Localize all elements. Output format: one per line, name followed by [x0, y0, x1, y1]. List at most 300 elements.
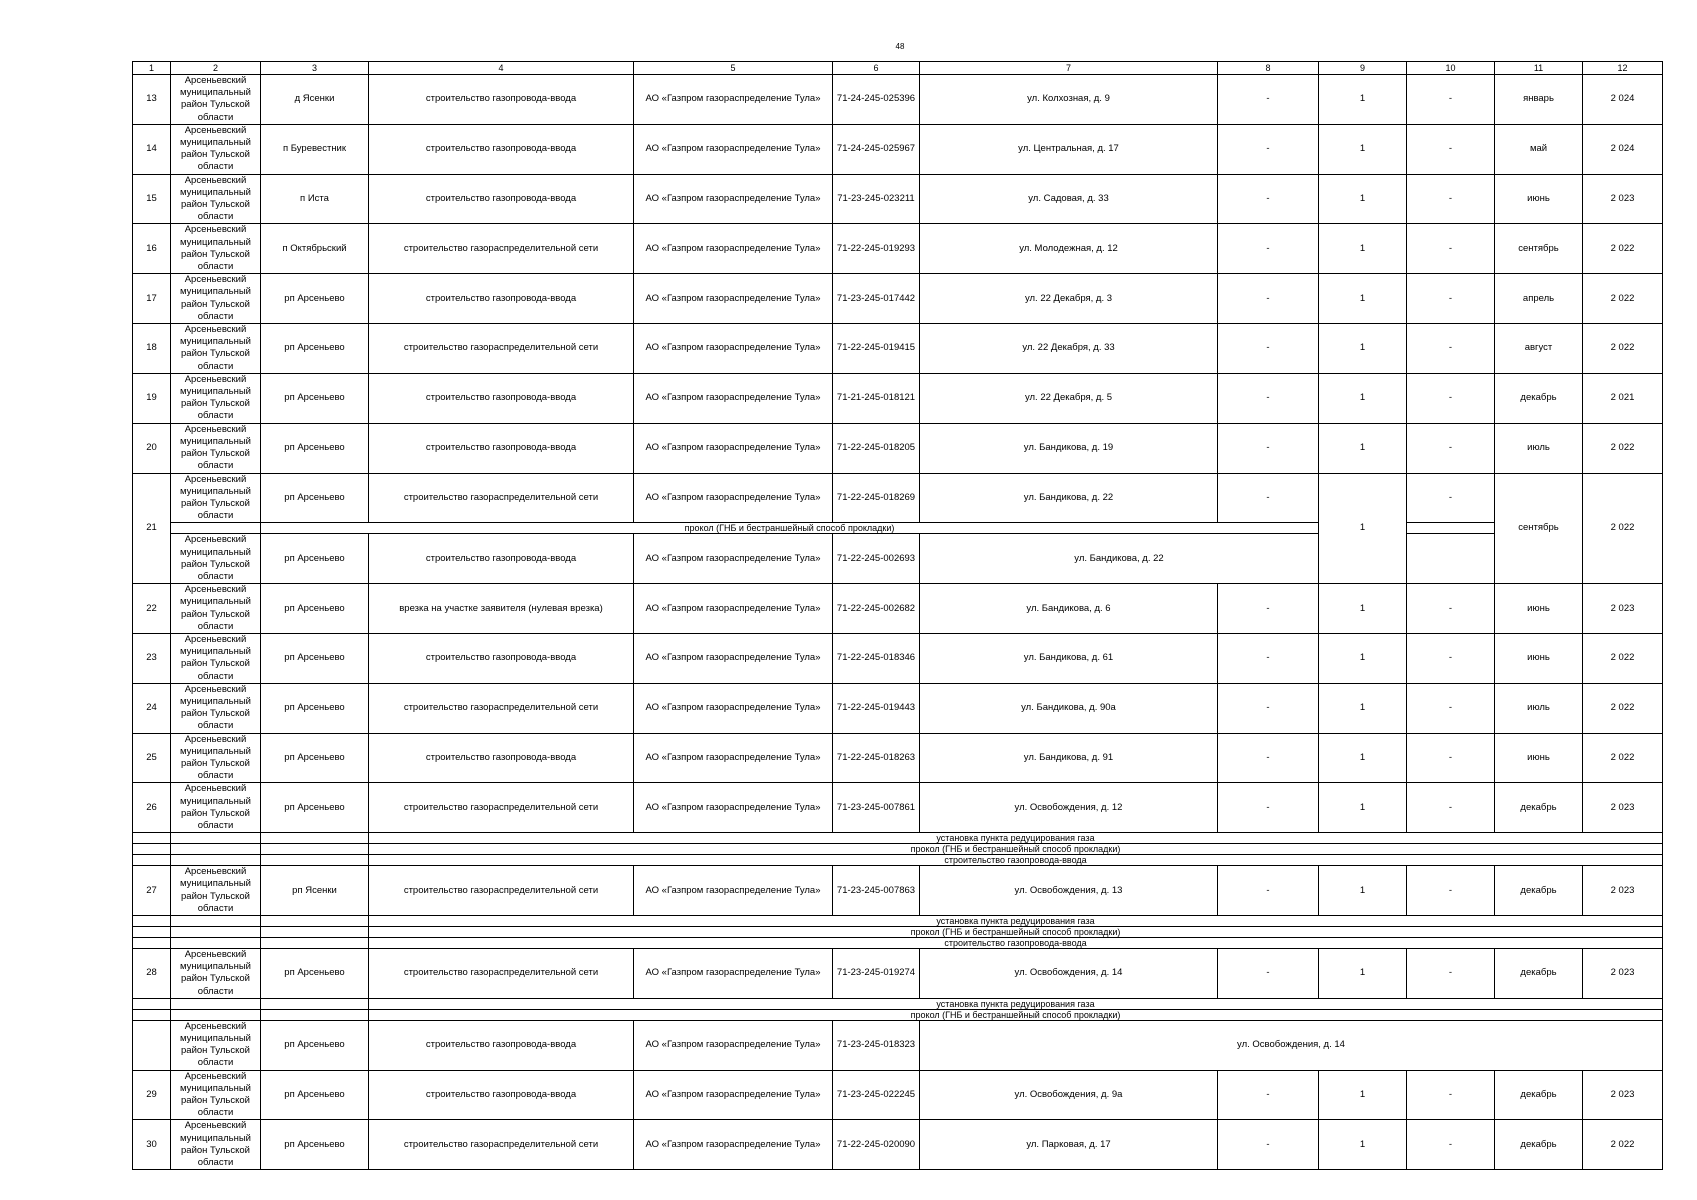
locality-cell: рп Арсеньево — [261, 1020, 369, 1070]
col9-cell: 1 — [1319, 584, 1407, 634]
col9-cell: 1 — [1319, 783, 1407, 833]
locality-cell: рп Арсеньево — [261, 324, 369, 374]
table-row — [133, 174, 1663, 224]
empty-cell — [133, 833, 171, 844]
application-code-cell: 71-23-245-018323 — [833, 1020, 920, 1070]
year-cell: 2 022 — [1583, 473, 1663, 584]
empty-cell — [171, 833, 261, 844]
locality-cell: рп Арсеньево — [261, 274, 369, 324]
year-cell: 2 022 — [1583, 274, 1663, 324]
month-cell: июль — [1495, 423, 1583, 473]
row-number-cell: 28 — [133, 949, 171, 999]
address-cell: ул. Бандикова, д. 22 — [920, 534, 1319, 584]
work-type-cell: строительство газораспределительной сети — [369, 683, 634, 733]
district-cell: Арсеньевский муниципальный район Тульской области — [171, 733, 261, 783]
table-row — [133, 1070, 1663, 1120]
year-cell: 2 023 — [1583, 866, 1663, 916]
address-cell: ул. Бандикова, д. 91 — [920, 733, 1218, 783]
sub-work-note: установка пункта редуцирования газа — [369, 916, 1663, 927]
col10-cell: - — [1407, 866, 1495, 916]
work-type-cell: строительство газопровода-ввода — [369, 75, 634, 125]
month-cell: декабрь — [1495, 866, 1583, 916]
row-number-cell: 22 — [133, 584, 171, 634]
address-cell: ул. Колхозная, д. 9 — [920, 75, 1218, 125]
district-cell: Арсеньевский муниципальный район Тульской области — [171, 174, 261, 224]
empty-cell — [171, 1009, 261, 1020]
month-cell: июнь — [1495, 174, 1583, 224]
col10-cell: - — [1407, 783, 1495, 833]
district-cell: Арсеньевский муниципальный район Тульской области — [171, 224, 261, 274]
col9-cell: 1 — [1319, 75, 1407, 125]
row-number-cell: 19 — [133, 373, 171, 423]
table-row — [133, 423, 1663, 473]
sub-work-row — [133, 844, 1663, 855]
empty-cell — [133, 998, 171, 1009]
col10-cell: - — [1407, 224, 1495, 274]
col9-cell: 1 — [1319, 1070, 1407, 1120]
locality-cell: рп Ясенки — [261, 866, 369, 916]
locality-cell: рп Арсеньево — [261, 423, 369, 473]
operator-cell: АО «Газпром газораспределение Тула» — [634, 733, 833, 783]
col10-cell: - — [1407, 373, 1495, 423]
col8-cell: - — [1218, 274, 1319, 324]
col9-cell: 1 — [1319, 224, 1407, 274]
col8-cell: - — [1218, 866, 1319, 916]
empty-cell — [133, 938, 171, 949]
operator-cell: АО «Газпром газораспределение Тула» — [634, 584, 833, 634]
col9-cell: 1 — [1319, 733, 1407, 783]
col8-cell: - — [1218, 324, 1319, 374]
application-code-cell: 71-23-245-007861 — [833, 783, 920, 833]
year-cell: 2 023 — [1583, 1070, 1663, 1120]
work-type-cell: строительство газораспределительной сети — [369, 224, 634, 274]
table-row — [133, 274, 1663, 324]
table-row — [133, 373, 1663, 423]
work-type-cell: строительство газораспределительной сети — [369, 783, 634, 833]
address-cell: ул. Освобождения, д. 9а — [920, 1070, 1218, 1120]
address-cell: ул. 22 Декабря, д. 33 — [920, 324, 1218, 374]
table-row — [133, 733, 1663, 783]
table-row — [133, 783, 1663, 833]
address-cell: ул. Освобождения, д. 13 — [920, 866, 1218, 916]
col8-cell: - — [1218, 174, 1319, 224]
address-cell: ул. Садовая, д. 33 — [920, 174, 1218, 224]
col8-cell: - — [1218, 124, 1319, 174]
row-number-cell: 18 — [133, 324, 171, 374]
empty-cell — [133, 927, 171, 938]
col8-cell: - — [1218, 683, 1319, 733]
operator-cell: АО «Газпром газораспределение Тула» — [634, 423, 833, 473]
district-cell: Арсеньевский муниципальный район Тульской области — [171, 75, 261, 125]
sub-work-row — [133, 523, 1663, 534]
row-number-cell: 30 — [133, 1120, 171, 1170]
application-code-cell: 71-23-245-022245 — [833, 1070, 920, 1120]
year-cell: 2 023 — [1583, 783, 1663, 833]
address-cell: ул. Бандикова, д. 22 — [920, 473, 1218, 523]
address-cell: ул. Бандикова, д. 6 — [920, 584, 1218, 634]
year-cell: 2 024 — [1583, 124, 1663, 174]
operator-cell: АО «Газпром газораспределение Тула» — [634, 373, 833, 423]
work-type-cell: строительство газопровода-ввода — [369, 534, 634, 584]
district-cell: Арсеньевский муниципальный район Тульской области — [171, 274, 261, 324]
empty-cell — [133, 1009, 171, 1020]
col10-cell: - — [1407, 683, 1495, 733]
locality-cell: п Иста — [261, 174, 369, 224]
sub-work-note: установка пункта редуцирования газа — [369, 833, 1663, 844]
sub-work-row — [133, 833, 1663, 844]
col8-cell: - — [1218, 949, 1319, 999]
column-header: 11 — [1495, 62, 1583, 75]
table-row — [133, 1020, 1663, 1070]
empty-cell — [133, 844, 171, 855]
col9-cell: 1 — [1319, 324, 1407, 374]
empty-cell — [171, 916, 261, 927]
table-row — [133, 473, 1663, 523]
table-row — [133, 633, 1663, 683]
year-cell: 2 023 — [1583, 949, 1663, 999]
application-code-cell: 71-22-245-019293 — [833, 224, 920, 274]
empty-cell — [133, 1020, 171, 1070]
col8-cell: - — [1218, 373, 1319, 423]
address-cell: ул. 22 Декабря, д. 3 — [920, 274, 1218, 324]
row-number-cell: 23 — [133, 633, 171, 683]
work-type-cell: строительство газопровода-ввода — [369, 373, 634, 423]
col10-cell: - — [1407, 423, 1495, 473]
locality-cell: рп Арсеньево — [261, 683, 369, 733]
col8-cell: - — [1218, 633, 1319, 683]
sub-work-note: установка пункта редуцирования газа — [369, 998, 1663, 1009]
col10-cell: - — [1407, 1120, 1495, 1170]
sub-work-note: прокол (ГНБ и бестраншейный способ прокладки) — [369, 927, 1663, 938]
column-header: 1 — [133, 62, 171, 75]
address-cell: ул. Освобождения, д. 12 — [920, 783, 1218, 833]
empty-cell — [133, 916, 171, 927]
address-cell: ул. Освобождения, д. 14 — [920, 949, 1218, 999]
application-code-cell: 71-22-245-019415 — [833, 324, 920, 374]
application-code-cell: 71-23-245-007863 — [833, 866, 920, 916]
sub-work-note: строительство газопровода-ввода — [369, 855, 1663, 866]
row-number-cell: 16 — [133, 224, 171, 274]
month-cell: сентябрь — [1495, 473, 1583, 584]
empty-cell — [1407, 523, 1495, 534]
empty-cell — [171, 927, 261, 938]
year-cell: 2 024 — [1583, 75, 1663, 125]
col9-cell: 1 — [1319, 423, 1407, 473]
column-header: 5 — [634, 62, 833, 75]
col9-cell: 1 — [1319, 373, 1407, 423]
row-number-cell: 27 — [133, 866, 171, 916]
operator-cell: АО «Газпром газораспределение Тула» — [634, 1070, 833, 1120]
sub-work-row — [133, 998, 1663, 1009]
address-cell: ул. Бандикова, д. 90а — [920, 683, 1218, 733]
operator-cell: АО «Газпром газораспределение Тула» — [634, 1120, 833, 1170]
month-cell: декабрь — [1495, 1070, 1583, 1120]
work-type-cell: строительство газораспределительной сети — [369, 866, 634, 916]
operator-cell: АО «Газпром газораспределение Тула» — [634, 75, 833, 125]
locality-cell: п Октябрьский — [261, 224, 369, 274]
locality-cell: рп Арсеньево — [261, 783, 369, 833]
month-cell: июнь — [1495, 633, 1583, 683]
col9-cell: 1 — [1319, 866, 1407, 916]
row-number-cell: 15 — [133, 174, 171, 224]
table-row — [133, 75, 1663, 125]
col8-cell: - — [1218, 783, 1319, 833]
column-header: 9 — [1319, 62, 1407, 75]
work-type-cell: строительство газопровода-ввода — [369, 174, 634, 224]
year-cell: 2 023 — [1583, 584, 1663, 634]
month-cell: июнь — [1495, 733, 1583, 783]
column-header: 6 — [833, 62, 920, 75]
work-type-cell: строительство газопровода-ввода — [369, 733, 634, 783]
locality-cell: рп Арсеньево — [261, 534, 369, 584]
application-code-cell: 71-22-245-018269 — [833, 473, 920, 523]
data-table — [132, 61, 1663, 1170]
locality-cell: рп Арсеньево — [261, 949, 369, 999]
table-row — [133, 534, 1663, 584]
locality-cell: рп Арсеньево — [261, 633, 369, 683]
district-cell: Арсеньевский муниципальный район Тульской области — [171, 683, 261, 733]
sub-work-note: прокол (ГНБ и бестраншейный способ прокладки) — [369, 1009, 1663, 1020]
empty-cell — [261, 927, 369, 938]
address-cell: ул. Центральная, д. 17 — [920, 124, 1218, 174]
row-number-cell: 20 — [133, 423, 171, 473]
column-header: 12 — [1583, 62, 1663, 75]
row-number-cell: 14 — [133, 124, 171, 174]
month-cell: декабрь — [1495, 783, 1583, 833]
district-cell: Арсеньевский муниципальный район Тульской области — [171, 373, 261, 423]
application-code-cell: 71-24-245-025967 — [833, 124, 920, 174]
table-row — [133, 949, 1663, 999]
district-cell: Арсеньевский муниципальный район Тульской области — [171, 423, 261, 473]
district-cell: Арсеньевский муниципальный район Тульской области — [171, 633, 261, 683]
address-cell: ул. Парковая, д. 17 — [920, 1120, 1218, 1170]
col10-cell: - — [1407, 633, 1495, 683]
col10-cell: - — [1407, 733, 1495, 783]
work-type-cell: строительство газопровода-ввода — [369, 124, 634, 174]
district-cell: Арсеньевский муниципальный район Тульской области — [171, 534, 261, 584]
row-number-cell: 26 — [133, 783, 171, 833]
month-cell: август — [1495, 324, 1583, 374]
month-cell: май — [1495, 124, 1583, 174]
month-cell: декабрь — [1495, 373, 1583, 423]
locality-cell: д Ясенки — [261, 75, 369, 125]
col8-cell: - — [1218, 1120, 1319, 1170]
year-cell: 2 022 — [1583, 224, 1663, 274]
operator-cell: АО «Газпром газораспределение Тула» — [634, 274, 833, 324]
operator-cell: АО «Газпром газораспределение Тула» — [634, 174, 833, 224]
table-row — [133, 124, 1663, 174]
address-cell: ул. Бандикова, д. 61 — [920, 633, 1218, 683]
address-cell: ул. Молодежная, д. 12 — [920, 224, 1218, 274]
operator-cell: АО «Газпром газораспределение Тула» — [634, 324, 833, 374]
column-header: 10 — [1407, 62, 1495, 75]
empty-cell — [261, 938, 369, 949]
col10-cell: - — [1407, 274, 1495, 324]
sub-work-row — [133, 938, 1663, 949]
district-cell: Арсеньевский муниципальный район Тульской области — [171, 124, 261, 174]
work-type-cell: строительство газораспределительной сети — [369, 1120, 634, 1170]
district-cell: Арсеньевский муниципальный район Тульской области — [171, 949, 261, 999]
col10-cell: - — [1407, 174, 1495, 224]
district-cell: Арсеньевский муниципальный район Тульской области — [171, 324, 261, 374]
row-number-cell: 25 — [133, 733, 171, 783]
application-code-cell: 71-23-245-019274 — [833, 949, 920, 999]
month-cell: декабрь — [1495, 1120, 1583, 1170]
operator-cell: АО «Газпром газораспределение Тула» — [634, 124, 833, 174]
sub-work-row — [133, 1009, 1663, 1020]
work-type-cell: строительство газопровода-ввода — [369, 1020, 634, 1070]
col10-cell: - — [1407, 124, 1495, 174]
col10-cell: - — [1407, 324, 1495, 374]
empty-cell — [1407, 534, 1495, 584]
month-cell: январь — [1495, 75, 1583, 125]
year-cell: 2 021 — [1583, 373, 1663, 423]
row-number-cell: 29 — [133, 1070, 171, 1120]
operator-cell: АО «Газпром газораспределение Тула» — [634, 633, 833, 683]
application-code-cell: 71-24-245-025396 — [833, 75, 920, 125]
empty-cell — [261, 855, 369, 866]
locality-cell: рп Арсеньево — [261, 373, 369, 423]
col9-cell: 1 — [1319, 124, 1407, 174]
empty-cell — [261, 844, 369, 855]
col10-cell: - — [1407, 584, 1495, 634]
col8-cell: - — [1218, 224, 1319, 274]
application-code-cell: 71-22-245-019443 — [833, 683, 920, 733]
application-code-cell: 71-22-245-018205 — [833, 423, 920, 473]
empty-cell — [171, 938, 261, 949]
application-code-cell: 71-22-245-002682 — [833, 584, 920, 634]
empty-cell — [261, 916, 369, 927]
month-cell: июль — [1495, 683, 1583, 733]
application-code-cell: 71-23-245-017442 — [833, 274, 920, 324]
sub-work-row — [133, 916, 1663, 927]
application-code-cell: 71-22-245-018263 — [833, 733, 920, 783]
work-type-cell: строительство газопровода-ввода — [369, 423, 634, 473]
table-row — [133, 866, 1663, 916]
col8-cell: - — [1218, 733, 1319, 783]
address-cell: ул. Бандикова, д. 19 — [920, 423, 1218, 473]
operator-cell: АО «Газпром газораспределение Тула» — [634, 1020, 833, 1070]
operator-cell: АО «Газпром газораспределение Тула» — [634, 949, 833, 999]
application-code-cell: 71-23-245-023211 — [833, 174, 920, 224]
sub-work-note: прокол (ГНБ и бестраншейный способ прокладки) — [369, 844, 1663, 855]
district-cell: Арсеньевский муниципальный район Тульской области — [171, 783, 261, 833]
locality-cell: рп Арсеньево — [261, 1120, 369, 1170]
column-header: 7 — [920, 62, 1218, 75]
empty-cell — [261, 833, 369, 844]
year-cell: 2 022 — [1583, 633, 1663, 683]
table-row — [133, 324, 1663, 374]
operator-cell: АО «Газпром газораспределение Тула» — [634, 224, 833, 274]
sub-work-row — [133, 927, 1663, 938]
table-row — [133, 1120, 1663, 1170]
district-cell: Арсеньевский муниципальный район Тульской области — [171, 1020, 261, 1070]
col8-cell: - — [1218, 473, 1319, 523]
month-cell: декабрь — [1495, 949, 1583, 999]
operator-cell: АО «Газпром газораспределение Тула» — [634, 683, 833, 733]
col8-cell: - — [1218, 75, 1319, 125]
year-cell: 2 022 — [1583, 683, 1663, 733]
col9-cell: 1 — [1319, 633, 1407, 683]
year-cell: 2 022 — [1583, 733, 1663, 783]
column-header: 3 — [261, 62, 369, 75]
work-type-cell: строительство газопровода-ввода — [369, 1070, 634, 1120]
col10-cell: - — [1407, 1070, 1495, 1120]
col10-cell: - — [1407, 75, 1495, 125]
column-number-row — [133, 62, 1663, 75]
application-code-cell: 71-22-245-002693 — [833, 534, 920, 584]
row-number-cell: 17 — [133, 274, 171, 324]
district-cell: Арсеньевский муниципальный район Тульской области — [171, 584, 261, 634]
col9-cell: 1 — [1319, 1120, 1407, 1170]
application-code-cell: 71-21-245-018121 — [833, 373, 920, 423]
empty-cell — [261, 998, 369, 1009]
district-cell: Арсеньевский муниципальный район Тульской области — [171, 1120, 261, 1170]
work-type-cell: строительство газораспределительной сети — [369, 949, 634, 999]
work-type-cell: строительство газораспределительной сети — [369, 473, 634, 523]
col8-cell: - — [1218, 423, 1319, 473]
empty-cell — [133, 855, 171, 866]
work-type-cell: строительство газораспределительной сети — [369, 324, 634, 374]
col10-cell: - — [1407, 949, 1495, 999]
row-number-cell: 13 — [133, 75, 171, 125]
row-number-cell: 21 — [133, 473, 171, 584]
year-cell: 2 022 — [1583, 1120, 1663, 1170]
col9-cell: 1 — [1319, 274, 1407, 324]
table-row — [133, 683, 1663, 733]
locality-cell: рп Арсеньево — [261, 473, 369, 523]
sub-work-note: строительство газопровода-ввода — [369, 938, 1663, 949]
operator-cell: АО «Газпром газораспределение Тула» — [634, 783, 833, 833]
address-cell: ул. 22 Декабря, д. 5 — [920, 373, 1218, 423]
sub-work-row — [133, 855, 1663, 866]
sub-work-note: прокол (ГНБ и бестраншейный способ прокладки) — [261, 523, 1319, 534]
operator-cell: АО «Газпром газораспределение Тула» — [634, 866, 833, 916]
work-type-cell: строительство газопровода-ввода — [369, 633, 634, 683]
year-cell: 2 023 — [1583, 174, 1663, 224]
work-type-cell: строительство газопровода-ввода — [369, 274, 634, 324]
empty-cell — [171, 523, 261, 534]
locality-cell: п Буревестник — [261, 124, 369, 174]
district-cell: Арсеньевский муниципальный район Тульской области — [171, 866, 261, 916]
column-header: 8 — [1218, 62, 1319, 75]
work-type-cell: врезка на участке заявителя (нулевая врезка) — [369, 584, 634, 634]
col8-cell: - — [1218, 1070, 1319, 1120]
locality-cell: рп Арсеньево — [261, 733, 369, 783]
empty-cell — [261, 1009, 369, 1020]
column-header: 4 — [369, 62, 634, 75]
year-cell: 2 022 — [1583, 423, 1663, 473]
district-cell: Арсеньевский муниципальный район Тульской области — [171, 1070, 261, 1120]
table-row — [133, 224, 1663, 274]
month-cell: апрель — [1495, 274, 1583, 324]
address-cell: ул. Освобождения, д. 14 — [920, 1020, 1663, 1070]
operator-cell: АО «Газпром газораспределение Тула» — [634, 473, 833, 523]
operator-cell: АО «Газпром газораспределение Тула» — [634, 534, 833, 584]
row-number-cell: 24 — [133, 683, 171, 733]
table-row — [133, 584, 1663, 634]
year-cell: 2 022 — [1583, 324, 1663, 374]
col9-cell: 1 — [1319, 949, 1407, 999]
empty-cell — [171, 998, 261, 1009]
month-cell: сентябрь — [1495, 224, 1583, 274]
district-cell: Арсеньевский муниципальный район Тульской области — [171, 473, 261, 523]
page-number: 48 — [895, 42, 905, 51]
application-code-cell: 71-22-245-020090 — [833, 1120, 920, 1170]
empty-cell — [171, 855, 261, 866]
locality-cell: рп Арсеньево — [261, 1070, 369, 1120]
month-cell: июнь — [1495, 584, 1583, 634]
